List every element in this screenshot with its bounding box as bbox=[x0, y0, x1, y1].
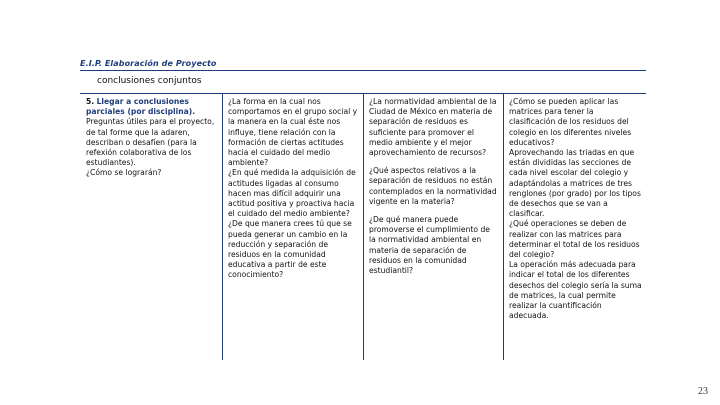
norm-question-3: ¿De qué manera puede promoverse el cumplimiento de la normatividad ambiental en materia de separación de residuos en la comunidad estudiantil? bbox=[369, 215, 490, 276]
step-number: 5. bbox=[86, 97, 95, 106]
social-question-2: ¿En qué medida la adquisición de actitudes ligadas al consumo hacen mas difícil adquirir una actitud positiva y proactiva hacia el cuidado del medio ambiente? bbox=[228, 168, 356, 219]
norm-question-2: ¿Qué aspectos relativos a la separación de residuos no están contemplados en la normatividad vigente en la materia? bbox=[369, 166, 497, 206]
conclusiones-text: conclusiones conjuntos bbox=[97, 76, 202, 86]
column-social bbox=[222, 94, 363, 360]
social-question-1: ¿La forma en la cual nos comportamos en el grupo social y la manera en la cual éste nos influye, tiene relación con la formación de ciertas actitudes hacia el cuidado del medio ambiente? bbox=[228, 97, 358, 168]
social-question-3: ¿De que manera crees tú que se pueda generar un cambio en la reducción y separación de residuos en la comunidad educativa a partir de este conocimiento? bbox=[228, 219, 352, 280]
column-step bbox=[80, 94, 222, 360]
column-normatividad bbox=[363, 94, 503, 360]
section-header-label: E.I.P. Elaboración de Proyecto bbox=[80, 59, 217, 68]
step-heading bbox=[86, 97, 218, 117]
step-body: Preguntas útiles para el proyecto, de tal forme que la adaren, describan o desafíen (para la refexión colaborativa de los estudiantes). bbox=[86, 117, 215, 168]
step-title: Llegar a conclusiones parciales (por disciplina). bbox=[86, 97, 196, 117]
header-divider bbox=[80, 70, 646, 71]
page-number: 23 bbox=[698, 386, 708, 397]
column-matrices bbox=[503, 94, 646, 360]
project-table bbox=[80, 94, 646, 360]
matrix-question-1: ¿Cómo se pueden aplicar las matrices para tener la clasificación de los residuos del colegio en los diferentes niveles educativos? bbox=[509, 97, 632, 147]
step-question: ¿Cómo se lograrán? bbox=[86, 168, 162, 178]
matrix-answer-2: La operación más adecuada para indicar el total de los diferentes desechos del colegio sería la suma de matrices, la cual permite realizar la cuantificación adecuada. bbox=[509, 260, 642, 321]
matrix-answer-1: Aprovechando las triadas en que están divididas las secciones de cada nivel escolar del colegio y adaptándolas a matrices de tres renglones (por grado) por los tipos de desechos que se van a clasificar. bbox=[509, 148, 641, 219]
conclusiones-row bbox=[80, 72, 646, 93]
norm-question-1: ¿La normatividad ambiental de la Ciudad de México en materia de separación de residuos es suficiente para promover el medio ambiente y el mejor aprovechamiento de recursos? bbox=[369, 97, 497, 158]
matrix-question-2: ¿Qué operaciones se deben de realizar con las matrices para determinar el total de los residuos del colegio? bbox=[509, 219, 640, 260]
